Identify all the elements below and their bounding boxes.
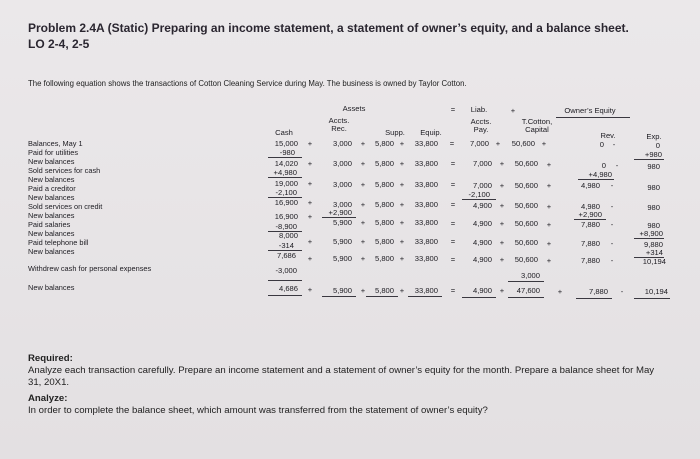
- op-plus: +: [546, 160, 552, 169]
- col-capital: T.Cotton, Capital: [521, 117, 553, 134]
- op-plus: +: [399, 139, 405, 148]
- cell-rec: 5,900: [332, 218, 352, 227]
- op-minus: -: [610, 256, 614, 265]
- op-plus: +: [546, 220, 552, 229]
- op-equals: =: [450, 286, 456, 295]
- op-plus: +: [360, 180, 366, 189]
- row-label: New balances: [28, 247, 75, 256]
- row-label: New balances: [28, 283, 75, 292]
- row-label: New balances: [28, 157, 75, 166]
- op-plus: +: [360, 286, 366, 295]
- cell-supp: 5,800: [374, 286, 394, 295]
- cell-exp: 0: [655, 141, 660, 150]
- cell-rec: 5,900: [332, 286, 352, 295]
- cell-rev: 7,880: [588, 287, 608, 296]
- cell-cash: 16,900: [274, 212, 298, 221]
- header-liab: Liab.: [470, 105, 488, 114]
- row-label: New balances: [28, 193, 75, 202]
- cell-equip: 33,800: [414, 180, 438, 189]
- op-plus: +: [499, 219, 505, 228]
- op-plus: +: [499, 255, 505, 264]
- analyze-label: Analyze:: [28, 393, 68, 404]
- cell-capital: 50,600: [514, 159, 538, 168]
- total-rule: [366, 296, 398, 297]
- cell-exp: +8,900: [639, 229, 663, 238]
- cell-supp: 5,800: [374, 254, 394, 263]
- cell-equip: 33,800: [414, 286, 438, 295]
- op-equals: =: [450, 200, 456, 209]
- header-equals: =: [450, 105, 456, 114]
- cell-pay: 4,900: [472, 286, 492, 295]
- cell-cash: 14,020: [274, 159, 298, 168]
- cell-exp: 980: [647, 183, 660, 192]
- total-rule: [462, 297, 496, 298]
- sum-rule: [462, 199, 496, 200]
- op-plus: +: [499, 159, 505, 168]
- cell-rev: 0: [601, 161, 606, 170]
- row-label: Balances, May 1: [28, 139, 83, 148]
- cell-supp: 5,800: [374, 200, 394, 209]
- cell-rec: 5,900: [332, 254, 352, 263]
- total-rule: [408, 296, 442, 297]
- op-plus: +: [499, 238, 505, 247]
- sum-rule: [634, 159, 664, 160]
- row-label: Sold services on credit: [28, 202, 103, 211]
- cell-cash: -3,000: [275, 266, 297, 275]
- cell-equip: 33,800: [414, 159, 438, 168]
- required-label: Required:: [28, 353, 73, 364]
- cell-rev: 7,880: [580, 256, 600, 265]
- row-label: New balances: [28, 211, 75, 220]
- sum-rule: [634, 238, 664, 239]
- owners-equity-rule: [556, 117, 630, 118]
- cell-exp: 10,194: [644, 287, 668, 296]
- cell-rev: 4,980: [580, 202, 600, 211]
- row-label: Paid telephone bill: [28, 238, 89, 247]
- op-plus: +: [360, 139, 366, 148]
- op-equals: =: [450, 255, 456, 264]
- cell-equip: 33,800: [414, 254, 438, 263]
- cell-capital: 3,000: [520, 271, 540, 280]
- cell-pay: 7,000: [472, 159, 492, 168]
- sum-rule: [268, 280, 302, 281]
- op-plus: +: [307, 198, 313, 207]
- cell-rev: 7,880: [580, 220, 600, 229]
- cell-exp: 10,194: [642, 257, 666, 266]
- op-plus: +: [557, 287, 563, 296]
- cell-rec: 3,000: [332, 200, 352, 209]
- cell-rev: 7,880: [580, 239, 600, 248]
- cell-cash: 19,000: [274, 179, 298, 188]
- op-plus: +: [546, 239, 552, 248]
- row-label: Withdrew cash for personal expenses: [28, 264, 152, 273]
- cell-pay: 4,900: [472, 219, 492, 228]
- required-text: Analyze each transaction carefully. Prepare an income statement and a statement of owner’s equity for the month. Prepare a balance sheet for May 31, 20X1.: [28, 365, 655, 388]
- cell-cash: 15,000: [274, 139, 298, 148]
- cell-exp: +980: [644, 150, 662, 159]
- cell-equip: 33,800: [414, 200, 438, 209]
- col-supp: Supp.: [385, 128, 405, 137]
- op-minus: -: [610, 220, 614, 229]
- op-plus: +: [307, 179, 313, 188]
- cell-exp: +314: [645, 248, 663, 257]
- op-plus: +: [307, 159, 313, 168]
- cell-rev: +4,980: [588, 170, 612, 179]
- op-minus: -: [620, 287, 624, 296]
- cell-supp: 5,800: [374, 218, 394, 227]
- total-rule: [268, 295, 302, 296]
- cell-supp: 5,800: [374, 180, 394, 189]
- row-label: New balances: [28, 229, 75, 238]
- sum-rule: [268, 157, 302, 158]
- required-section: [28, 353, 668, 389]
- header-plus: +: [510, 106, 516, 115]
- op-plus: +: [546, 256, 552, 265]
- cell-capital: 50,600: [514, 219, 538, 228]
- op-equals: =: [450, 159, 456, 168]
- cell-rev: 4,980: [580, 181, 600, 190]
- op-plus: +: [546, 202, 552, 211]
- op-plus: +: [399, 254, 405, 263]
- op-plus: +: [499, 201, 505, 210]
- op-minus: -: [610, 181, 614, 190]
- total-rule: [322, 296, 356, 297]
- op-plus: +: [541, 139, 547, 148]
- row-label: New balances: [28, 175, 75, 184]
- op-plus: +: [307, 254, 313, 263]
- op-plus: +: [495, 139, 501, 148]
- op-plus: +: [399, 200, 405, 209]
- row-label: Paid a creditor: [28, 184, 76, 193]
- cell-cash: -2,100: [275, 188, 297, 197]
- op-plus: +: [360, 218, 366, 227]
- total-rule: [508, 297, 544, 298]
- cell-cash: -314: [278, 241, 294, 250]
- cell-rev: 0: [599, 140, 604, 149]
- cell-rec: +2,900: [328, 208, 352, 217]
- header-owners-equity: Owner’s Equity: [564, 106, 616, 115]
- op-minus: -: [610, 239, 614, 248]
- cell-capital: 50,600: [514, 201, 538, 210]
- cell-cash: 8,000: [278, 231, 298, 240]
- analyze-section: [28, 393, 668, 417]
- cell-capital: 50,600: [514, 238, 538, 247]
- op-plus: +: [360, 237, 366, 246]
- cell-cash: -980: [279, 148, 295, 157]
- row-label: Paid for utilities: [28, 148, 79, 157]
- cell-capital: 50,600: [511, 139, 535, 148]
- cell-pay: 4,900: [472, 255, 492, 264]
- cell-cash: 4,686: [278, 284, 298, 293]
- op-plus: +: [546, 181, 552, 190]
- cell-pay: 4,900: [472, 238, 492, 247]
- op-plus: +: [307, 237, 313, 246]
- col-exp: Exp.: [646, 132, 662, 141]
- cell-equip: 33,800: [414, 139, 438, 148]
- col-accts-rec: Accts. Rec.: [328, 116, 350, 133]
- cell-pay: 4,900: [472, 201, 492, 210]
- cell-cash: +4,980: [273, 168, 297, 177]
- cell-pay: -2,100: [468, 190, 490, 199]
- problem-title: Problem 2.4A (Static) Preparing an income statement, a statement of owner’s equity, and a balance sheet. LO 2-4, 2-5: [28, 21, 629, 51]
- col-cash: Cash: [275, 128, 293, 137]
- op-equals: =: [450, 180, 456, 189]
- cell-rec: 3,000: [332, 139, 352, 148]
- op-plus: +: [399, 159, 405, 168]
- op-plus: +: [360, 159, 366, 168]
- cell-rec: 3,000: [332, 159, 352, 168]
- header-assets: Assets: [342, 104, 366, 113]
- cell-equip: 33,800: [414, 237, 438, 246]
- total-rule: [634, 298, 670, 299]
- cell-cash: 16,900: [274, 198, 298, 207]
- cell-exp: 980: [647, 221, 660, 230]
- op-plus: +: [399, 218, 405, 227]
- cell-cash: 7,686: [276, 251, 296, 260]
- row-label: Sold services for cash: [28, 166, 101, 175]
- col-accts-pay: Accts. Pay.: [470, 117, 492, 134]
- col-equip: Equip.: [420, 128, 442, 137]
- op-plus: +: [399, 180, 405, 189]
- sum-rule: [578, 179, 614, 180]
- total-rule: [576, 298, 612, 299]
- cell-supp: 5,800: [374, 139, 394, 148]
- cell-rev: +2,900: [578, 210, 602, 219]
- cell-pay: 7,000: [469, 139, 489, 148]
- op-minus: -: [610, 202, 614, 211]
- cell-capital: 47,600: [516, 286, 540, 295]
- op-plus: +: [307, 139, 313, 148]
- cell-exp: 980: [647, 203, 660, 212]
- op-equals: =: [450, 219, 456, 228]
- col-rev: Rev.: [600, 131, 616, 140]
- analyze-text: In order to complete the balance sheet, which amount was transferred from the statement of owner’s equity?: [28, 405, 488, 416]
- cell-capital: 50,600: [514, 181, 538, 190]
- cell-capital: 50,600: [514, 255, 538, 264]
- row-label: Paid salaries: [28, 220, 71, 229]
- op-plus: +: [307, 285, 313, 294]
- op-plus: +: [399, 237, 405, 246]
- cell-equip: 33,800: [414, 218, 438, 227]
- op-plus: +: [399, 286, 405, 295]
- op-plus: +: [499, 286, 505, 295]
- cell-exp: 980: [647, 162, 660, 171]
- op-equals: =: [449, 139, 455, 148]
- op-plus: +: [499, 181, 505, 190]
- cell-supp: 5,800: [374, 159, 394, 168]
- cell-supp: 5,800: [374, 237, 394, 246]
- cell-pay: 7,000: [472, 181, 492, 190]
- cell-rec: 3,000: [332, 180, 352, 189]
- cell-cash: -8,900: [275, 222, 297, 231]
- op-minus: -: [612, 140, 616, 149]
- op-plus: +: [360, 200, 366, 209]
- op-plus: +: [360, 254, 366, 263]
- op-plus: +: [307, 212, 313, 221]
- op-minus: -: [615, 161, 619, 170]
- cell-exp: 9,880: [643, 240, 663, 249]
- sum-rule: [268, 177, 302, 178]
- op-equals: =: [450, 237, 456, 246]
- problem-intro: The following equation shows the transactions of Cotton Cleaning Service during May. The business is owned by Taylor Cotton.: [28, 79, 467, 88]
- sum-rule: [508, 281, 544, 282]
- cell-rec: 5,900: [332, 237, 352, 246]
